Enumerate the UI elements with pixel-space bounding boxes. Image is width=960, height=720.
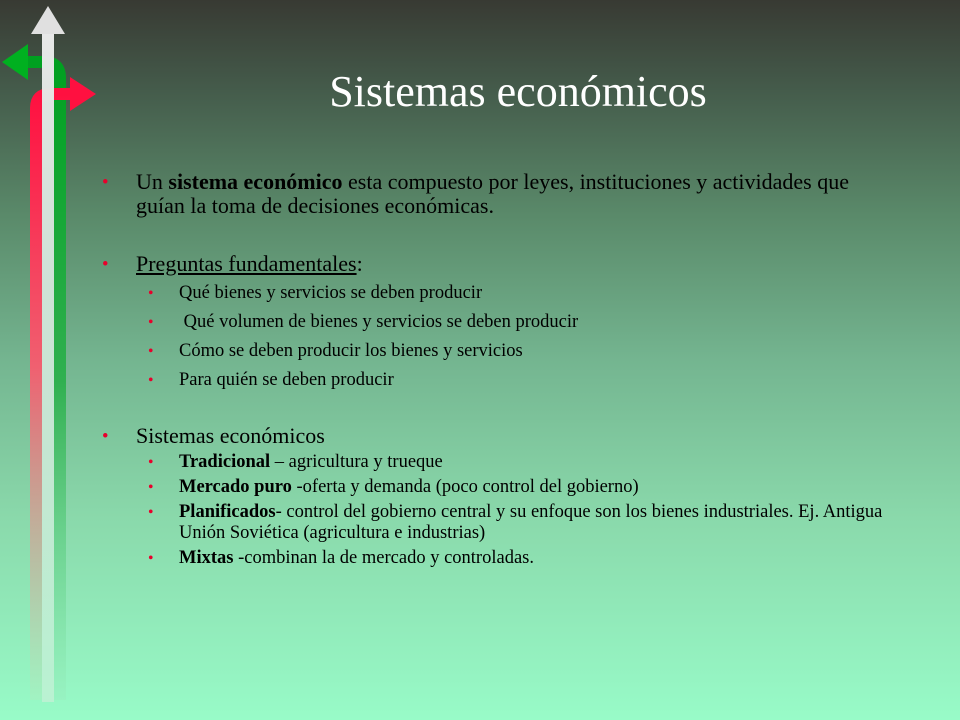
intro-paragraph: • Un sistema económico esta compuesto por leyes, instituciones y actividades que guían la toma de decisiones económicas. — [102, 169, 849, 218]
bullet-icon: • — [148, 285, 154, 302]
sistemas-heading: • Sistemas económicos — [102, 423, 325, 448]
list-item: • Mercado puro -oferta y demanda (poco control del gobierno) — [148, 477, 639, 497]
bullet-icon: • — [148, 454, 154, 471]
slide-content — [100, 170, 900, 569]
bullet-icon: • — [148, 550, 154, 567]
list-item: • Cómo se deben producir los bienes y servicios — [148, 341, 523, 361]
list-item: • Planificados- control del gobierno central y su enfoque son los bienes industriales. Ej. Antigua Unión Soviética (agricultura e industrias) — [148, 502, 883, 543]
intro-bold-term: sistema económico — [168, 169, 343, 194]
preguntas-heading: • Preguntas fundamentales: — [102, 251, 363, 276]
bullet-icon: • — [148, 479, 154, 496]
list-item: • Qué bienes y servicios se deben producir — [148, 283, 483, 303]
list-item: • Qué volumen de bienes y servicios se deben producir — [148, 312, 579, 332]
bullet-icon: • — [148, 372, 154, 389]
list-item: • Mixtas -combinan la de mercado y controladas. — [148, 548, 534, 568]
bullet-icon: • — [102, 254, 109, 275]
bullet-icon: • — [102, 172, 109, 193]
bullet-icon: • — [102, 426, 109, 447]
bullet-icon: • — [148, 343, 154, 360]
bullet-icon: • — [148, 314, 154, 331]
slide-title: Sistemas económicos — [329, 67, 707, 116]
list-item: • Tradicional – agricultura y trueque — [148, 452, 443, 472]
bullet-icon: • — [148, 504, 154, 521]
list-item: • Para quién se deben producir — [148, 370, 394, 390]
